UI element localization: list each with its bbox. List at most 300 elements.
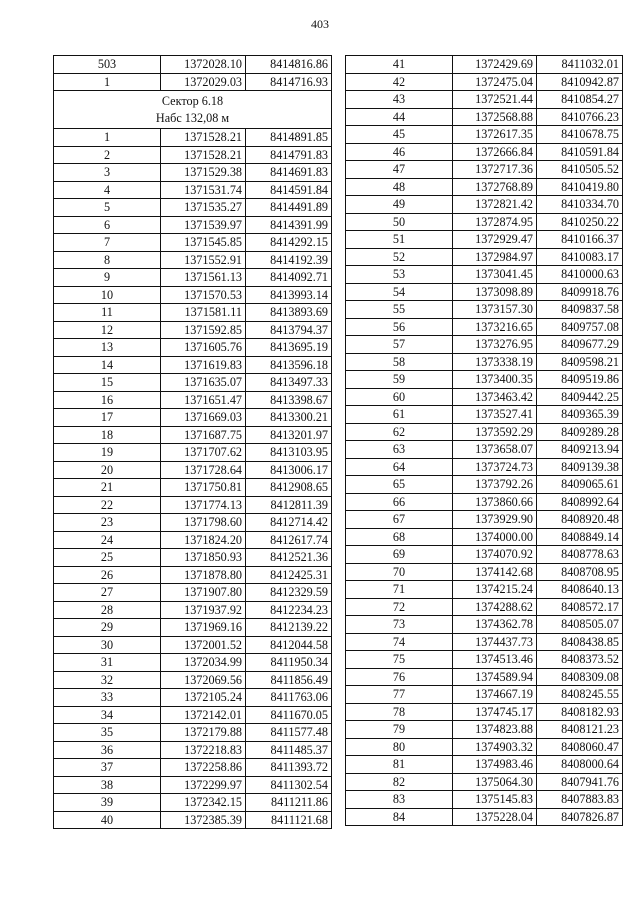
x-coordinate-cell: 1371651.47 bbox=[161, 391, 246, 409]
table-row bbox=[54, 286, 332, 304]
y-coordinate-cell: 8409139.38 bbox=[537, 458, 623, 476]
point-number-cell: 54 bbox=[346, 283, 453, 301]
point-number-cell: 65 bbox=[346, 476, 453, 494]
table-row bbox=[54, 164, 332, 182]
table-row bbox=[346, 476, 623, 494]
y-coordinate-cell: 8413300.21 bbox=[246, 409, 332, 427]
point-number-cell: 3 bbox=[54, 164, 161, 182]
point-number-cell: 14 bbox=[54, 356, 161, 374]
point-number-cell: 81 bbox=[346, 756, 453, 774]
x-coordinate-cell: 1371528.21 bbox=[161, 146, 246, 164]
x-coordinate-cell: 1371535.27 bbox=[161, 199, 246, 217]
point-number-cell: 46 bbox=[346, 143, 453, 161]
point-number-cell: 15 bbox=[54, 374, 161, 392]
sector-elevation: Набс 132,08 м bbox=[155, 110, 230, 125]
y-coordinate-cell: 8411302.54 bbox=[246, 776, 332, 794]
x-coordinate-cell: 1372617.35 bbox=[453, 126, 537, 144]
x-coordinate-cell: 1375064.30 bbox=[453, 773, 537, 791]
x-coordinate-cell: 1371907.80 bbox=[161, 584, 246, 602]
x-coordinate-cell: 1372069.56 bbox=[161, 671, 246, 689]
x-coordinate-cell: 1372429.69 bbox=[453, 56, 537, 74]
point-number-cell: 40 bbox=[54, 811, 161, 829]
table-row bbox=[54, 794, 332, 812]
point-number-cell: 23 bbox=[54, 514, 161, 532]
y-coordinate-cell: 8411950.34 bbox=[246, 654, 332, 672]
table-row bbox=[54, 56, 332, 74]
x-coordinate-cell: 1371529.38 bbox=[161, 164, 246, 182]
point-number-cell: 33 bbox=[54, 689, 161, 707]
y-coordinate-cell: 8408373.52 bbox=[537, 651, 623, 669]
point-number-cell: 8 bbox=[54, 251, 161, 269]
point-number-cell: 66 bbox=[346, 493, 453, 511]
x-coordinate-cell: 1371570.53 bbox=[161, 286, 246, 304]
y-coordinate-cell: 8413695.19 bbox=[246, 339, 332, 357]
x-coordinate-cell: 1373157.30 bbox=[453, 301, 537, 319]
table-row bbox=[54, 339, 332, 357]
y-coordinate-cell: 8414192.39 bbox=[246, 251, 332, 269]
point-number-cell: 19 bbox=[54, 444, 161, 462]
table-row bbox=[346, 266, 623, 284]
table-row bbox=[54, 216, 332, 234]
y-coordinate-cell: 8410678.75 bbox=[537, 126, 623, 144]
x-coordinate-cell: 1373792.26 bbox=[453, 476, 537, 494]
y-coordinate-cell: 8410942.87 bbox=[537, 73, 623, 91]
y-coordinate-cell: 8413893.69 bbox=[246, 304, 332, 322]
table-row bbox=[346, 371, 623, 389]
x-coordinate-cell: 1371531.74 bbox=[161, 181, 246, 199]
point-number-cell: 1 bbox=[54, 129, 161, 147]
y-coordinate-cell: 8408849.14 bbox=[537, 528, 623, 546]
table-row bbox=[54, 461, 332, 479]
x-coordinate-cell: 1371545.85 bbox=[161, 234, 246, 252]
x-coordinate-cell: 1372385.39 bbox=[161, 811, 246, 829]
x-coordinate-cell: 1374983.46 bbox=[453, 756, 537, 774]
point-number-cell: 55 bbox=[346, 301, 453, 319]
table-row bbox=[54, 73, 332, 91]
point-number-cell: 28 bbox=[54, 601, 161, 619]
y-coordinate-cell: 8410166.37 bbox=[537, 231, 623, 249]
x-coordinate-cell: 1372717.36 bbox=[453, 161, 537, 179]
table-row bbox=[346, 546, 623, 564]
y-coordinate-cell: 8411393.72 bbox=[246, 759, 332, 777]
table-row bbox=[54, 479, 332, 497]
y-coordinate-cell: 8411856.49 bbox=[246, 671, 332, 689]
y-coordinate-cell: 8410083.17 bbox=[537, 248, 623, 266]
point-number-cell: 21 bbox=[54, 479, 161, 497]
point-number-cell: 71 bbox=[346, 581, 453, 599]
y-coordinate-cell: 8410419.80 bbox=[537, 178, 623, 196]
point-number-cell: 70 bbox=[346, 563, 453, 581]
y-coordinate-cell: 8408000.64 bbox=[537, 756, 623, 774]
y-coordinate-cell: 8409065.61 bbox=[537, 476, 623, 494]
coordinates-table-right bbox=[345, 55, 623, 826]
point-number-cell: 80 bbox=[346, 738, 453, 756]
x-coordinate-cell: 1372821.42 bbox=[453, 196, 537, 214]
table-row bbox=[54, 759, 332, 777]
x-coordinate-cell: 1371592.85 bbox=[161, 321, 246, 339]
x-coordinate-cell: 1372179.88 bbox=[161, 724, 246, 742]
y-coordinate-cell: 8414791.83 bbox=[246, 146, 332, 164]
x-coordinate-cell: 1371561.13 bbox=[161, 269, 246, 287]
point-number-cell: 58 bbox=[346, 353, 453, 371]
y-coordinate-cell: 8408572.17 bbox=[537, 598, 623, 616]
point-number-cell: 37 bbox=[54, 759, 161, 777]
table-row bbox=[54, 811, 332, 829]
table-row bbox=[346, 441, 623, 459]
table-row bbox=[54, 251, 332, 269]
y-coordinate-cell: 8409213.94 bbox=[537, 441, 623, 459]
x-coordinate-cell: 1372874.95 bbox=[453, 213, 537, 231]
point-number-cell: 50 bbox=[346, 213, 453, 231]
y-coordinate-cell: 8412521.36 bbox=[246, 549, 332, 567]
point-number-cell: 30 bbox=[54, 636, 161, 654]
point-number-cell: 62 bbox=[346, 423, 453, 441]
y-coordinate-cell: 8414491.89 bbox=[246, 199, 332, 217]
y-coordinate-cell: 8414691.83 bbox=[246, 164, 332, 182]
x-coordinate-cell: 1372034.99 bbox=[161, 654, 246, 672]
point-number-cell: 12 bbox=[54, 321, 161, 339]
table-row bbox=[346, 511, 623, 529]
x-coordinate-cell: 1372258.86 bbox=[161, 759, 246, 777]
table-row bbox=[54, 129, 332, 147]
x-coordinate-cell: 1371798.60 bbox=[161, 514, 246, 532]
y-coordinate-cell: 8412139.22 bbox=[246, 619, 332, 637]
table-row bbox=[54, 619, 332, 637]
x-coordinate-cell: 1373338.19 bbox=[453, 353, 537, 371]
x-coordinate-cell: 1371878.80 bbox=[161, 566, 246, 584]
y-coordinate-cell: 8413006.17 bbox=[246, 461, 332, 479]
y-coordinate-cell: 8413993.14 bbox=[246, 286, 332, 304]
table-row bbox=[346, 616, 623, 634]
point-number-cell: 35 bbox=[54, 724, 161, 742]
table-row bbox=[346, 791, 623, 809]
y-coordinate-cell: 8414716.93 bbox=[246, 73, 332, 91]
x-coordinate-cell: 1372342.15 bbox=[161, 794, 246, 812]
x-coordinate-cell: 1371539.97 bbox=[161, 216, 246, 234]
table-row bbox=[54, 496, 332, 514]
y-coordinate-cell: 8410250.22 bbox=[537, 213, 623, 231]
x-coordinate-cell: 1374288.62 bbox=[453, 598, 537, 616]
coordinates-table-left bbox=[53, 55, 332, 829]
table-row bbox=[54, 776, 332, 794]
x-coordinate-cell: 1374362.78 bbox=[453, 616, 537, 634]
table-row bbox=[346, 283, 623, 301]
x-coordinate-cell: 1374070.92 bbox=[453, 546, 537, 564]
x-coordinate-cell: 1375228.04 bbox=[453, 808, 537, 826]
y-coordinate-cell: 8408182.93 bbox=[537, 703, 623, 721]
x-coordinate-cell: 1372299.97 bbox=[161, 776, 246, 794]
point-number-cell: 78 bbox=[346, 703, 453, 721]
table-row bbox=[346, 143, 623, 161]
table-row bbox=[346, 423, 623, 441]
y-coordinate-cell: 8411211.86 bbox=[246, 794, 332, 812]
y-coordinate-cell: 8410766.23 bbox=[537, 108, 623, 126]
x-coordinate-cell: 1372475.04 bbox=[453, 73, 537, 91]
x-coordinate-cell: 1374903.32 bbox=[453, 738, 537, 756]
table-row bbox=[54, 654, 332, 672]
y-coordinate-cell: 8414816.86 bbox=[246, 56, 332, 74]
table-row bbox=[346, 213, 623, 231]
table-row bbox=[54, 444, 332, 462]
x-coordinate-cell: 1371728.64 bbox=[161, 461, 246, 479]
point-number-cell: 503 bbox=[54, 56, 161, 74]
y-coordinate-cell: 8414391.99 bbox=[246, 216, 332, 234]
y-coordinate-cell: 8409757.08 bbox=[537, 318, 623, 336]
x-coordinate-cell: 1372105.24 bbox=[161, 689, 246, 707]
point-number-cell: 32 bbox=[54, 671, 161, 689]
table-row bbox=[54, 181, 332, 199]
x-coordinate-cell: 1374437.73 bbox=[453, 633, 537, 651]
y-coordinate-cell: 8409519.86 bbox=[537, 371, 623, 389]
y-coordinate-cell: 8413201.97 bbox=[246, 426, 332, 444]
y-coordinate-cell: 8408920.48 bbox=[537, 511, 623, 529]
point-number-cell: 2 bbox=[54, 146, 161, 164]
sector-header-cell bbox=[54, 91, 332, 129]
right-table-rows bbox=[346, 56, 623, 826]
table-row bbox=[54, 741, 332, 759]
x-coordinate-cell: 1374745.17 bbox=[453, 703, 537, 721]
y-coordinate-cell: 8409442.25 bbox=[537, 388, 623, 406]
y-coordinate-cell: 8408245.55 bbox=[537, 686, 623, 704]
point-number-cell: 22 bbox=[54, 496, 161, 514]
point-number-cell: 79 bbox=[346, 721, 453, 739]
x-coordinate-cell: 1373276.95 bbox=[453, 336, 537, 354]
point-number-cell: 34 bbox=[54, 706, 161, 724]
table-row bbox=[346, 773, 623, 791]
point-number-cell: 51 bbox=[346, 231, 453, 249]
point-number-cell: 64 bbox=[346, 458, 453, 476]
y-coordinate-cell: 8407883.83 bbox=[537, 791, 623, 809]
y-coordinate-cell: 8413103.95 bbox=[246, 444, 332, 462]
y-coordinate-cell: 8410000.63 bbox=[537, 266, 623, 284]
point-number-cell: 69 bbox=[346, 546, 453, 564]
y-coordinate-cell: 8411670.05 bbox=[246, 706, 332, 724]
x-coordinate-cell: 1373463.42 bbox=[453, 388, 537, 406]
y-coordinate-cell: 8412329.59 bbox=[246, 584, 332, 602]
point-number-cell: 6 bbox=[54, 216, 161, 234]
point-number-cell: 63 bbox=[346, 441, 453, 459]
point-number-cell: 83 bbox=[346, 791, 453, 809]
point-number-cell: 77 bbox=[346, 686, 453, 704]
table-row bbox=[346, 703, 623, 721]
point-number-cell: 31 bbox=[54, 654, 161, 672]
x-coordinate-cell: 1374142.68 bbox=[453, 563, 537, 581]
table-row bbox=[54, 234, 332, 252]
x-coordinate-cell: 1371850.93 bbox=[161, 549, 246, 567]
point-number-cell: 18 bbox=[54, 426, 161, 444]
x-coordinate-cell: 1372142.01 bbox=[161, 706, 246, 724]
y-coordinate-cell: 8414591.84 bbox=[246, 181, 332, 199]
table-row bbox=[54, 199, 332, 217]
sector-header-row bbox=[54, 91, 332, 129]
table-row bbox=[346, 406, 623, 424]
table-row bbox=[54, 374, 332, 392]
table-row bbox=[346, 353, 623, 371]
table-row bbox=[346, 161, 623, 179]
x-coordinate-cell: 1373216.65 bbox=[453, 318, 537, 336]
table-row bbox=[54, 391, 332, 409]
y-coordinate-cell: 8410854.27 bbox=[537, 91, 623, 109]
point-number-cell: 74 bbox=[346, 633, 453, 651]
x-coordinate-cell: 1372984.97 bbox=[453, 248, 537, 266]
y-coordinate-cell: 8413794.37 bbox=[246, 321, 332, 339]
table-row bbox=[54, 706, 332, 724]
point-number-cell: 16 bbox=[54, 391, 161, 409]
table-row bbox=[346, 528, 623, 546]
x-coordinate-cell: 1373929.90 bbox=[453, 511, 537, 529]
point-number-cell: 38 bbox=[54, 776, 161, 794]
table-row bbox=[346, 56, 623, 74]
y-coordinate-cell: 8413497.33 bbox=[246, 374, 332, 392]
table-row bbox=[346, 808, 623, 826]
y-coordinate-cell: 8411577.48 bbox=[246, 724, 332, 742]
x-coordinate-cell: 1371774.13 bbox=[161, 496, 246, 514]
point-number-cell: 68 bbox=[346, 528, 453, 546]
table-row bbox=[54, 531, 332, 549]
table-row bbox=[346, 196, 623, 214]
point-number-cell: 57 bbox=[346, 336, 453, 354]
y-coordinate-cell: 8408778.63 bbox=[537, 546, 623, 564]
x-coordinate-cell: 1371750.81 bbox=[161, 479, 246, 497]
y-coordinate-cell: 8409837.58 bbox=[537, 301, 623, 319]
point-number-cell: 61 bbox=[346, 406, 453, 424]
x-coordinate-cell: 1372521.44 bbox=[453, 91, 537, 109]
table-row bbox=[54, 514, 332, 532]
y-coordinate-cell: 8407826.87 bbox=[537, 808, 623, 826]
y-coordinate-cell: 8408060.47 bbox=[537, 738, 623, 756]
point-number-cell: 82 bbox=[346, 773, 453, 791]
y-coordinate-cell: 8414092.71 bbox=[246, 269, 332, 287]
x-coordinate-cell: 1372028.10 bbox=[161, 56, 246, 74]
x-coordinate-cell: 1374215.24 bbox=[453, 581, 537, 599]
table-row bbox=[54, 426, 332, 444]
table-row bbox=[346, 721, 623, 739]
table-row bbox=[346, 651, 623, 669]
point-number-cell: 45 bbox=[346, 126, 453, 144]
table-row bbox=[346, 581, 623, 599]
point-number-cell: 25 bbox=[54, 549, 161, 567]
table-row bbox=[346, 563, 623, 581]
y-coordinate-cell: 8410334.70 bbox=[537, 196, 623, 214]
x-coordinate-cell: 1374823.88 bbox=[453, 721, 537, 739]
table-row bbox=[346, 633, 623, 651]
point-number-cell: 59 bbox=[346, 371, 453, 389]
x-coordinate-cell: 1371687.75 bbox=[161, 426, 246, 444]
y-coordinate-cell: 8412714.42 bbox=[246, 514, 332, 532]
point-number-cell: 48 bbox=[346, 178, 453, 196]
y-coordinate-cell: 8407941.76 bbox=[537, 773, 623, 791]
sector-header bbox=[54, 91, 332, 129]
table-row bbox=[346, 493, 623, 511]
table-row bbox=[346, 178, 623, 196]
y-coordinate-cell: 8412425.31 bbox=[246, 566, 332, 584]
point-number-cell: 27 bbox=[54, 584, 161, 602]
point-number-cell: 42 bbox=[346, 73, 453, 91]
y-coordinate-cell: 8413398.67 bbox=[246, 391, 332, 409]
point-number-cell: 47 bbox=[346, 161, 453, 179]
x-coordinate-cell: 1371581.11 bbox=[161, 304, 246, 322]
table-row bbox=[54, 601, 332, 619]
point-number-cell: 13 bbox=[54, 339, 161, 357]
point-number-cell: 41 bbox=[346, 56, 453, 74]
x-coordinate-cell: 1373724.73 bbox=[453, 458, 537, 476]
table-row bbox=[54, 409, 332, 427]
point-number-cell: 17 bbox=[54, 409, 161, 427]
y-coordinate-cell: 8412908.65 bbox=[246, 479, 332, 497]
table-row bbox=[54, 636, 332, 654]
table-row bbox=[54, 304, 332, 322]
point-number-cell: 29 bbox=[54, 619, 161, 637]
y-coordinate-cell: 8411763.06 bbox=[246, 689, 332, 707]
x-coordinate-cell: 1371635.07 bbox=[161, 374, 246, 392]
table-row bbox=[54, 321, 332, 339]
y-coordinate-cell: 8411485.37 bbox=[246, 741, 332, 759]
x-coordinate-cell: 1372001.52 bbox=[161, 636, 246, 654]
point-number-cell: 60 bbox=[346, 388, 453, 406]
table-row bbox=[346, 73, 623, 91]
x-coordinate-cell: 1374000.00 bbox=[453, 528, 537, 546]
y-coordinate-cell: 8408992.64 bbox=[537, 493, 623, 511]
x-coordinate-cell: 1373041.45 bbox=[453, 266, 537, 284]
point-number-cell: 49 bbox=[346, 196, 453, 214]
y-coordinate-cell: 8409365.39 bbox=[537, 406, 623, 424]
table-row bbox=[54, 671, 332, 689]
x-coordinate-cell: 1371969.16 bbox=[161, 619, 246, 637]
table-row bbox=[346, 126, 623, 144]
y-coordinate-cell: 8409598.21 bbox=[537, 353, 623, 371]
point-number-cell: 53 bbox=[346, 266, 453, 284]
table-row bbox=[54, 549, 332, 567]
y-coordinate-cell: 8408309.08 bbox=[537, 668, 623, 686]
point-number-cell: 11 bbox=[54, 304, 161, 322]
point-number-cell: 9 bbox=[54, 269, 161, 287]
table-row bbox=[346, 318, 623, 336]
y-coordinate-cell: 8408708.95 bbox=[537, 563, 623, 581]
point-number-cell: 10 bbox=[54, 286, 161, 304]
table-row bbox=[54, 584, 332, 602]
table-row bbox=[54, 146, 332, 164]
left-table-rows bbox=[54, 129, 332, 829]
x-coordinate-cell: 1372666.84 bbox=[453, 143, 537, 161]
table-row bbox=[54, 689, 332, 707]
y-coordinate-cell: 8411032.01 bbox=[537, 56, 623, 74]
point-number-cell: 4 bbox=[54, 181, 161, 199]
y-coordinate-cell: 8408121.23 bbox=[537, 721, 623, 739]
table-row bbox=[346, 231, 623, 249]
x-coordinate-cell: 1373592.29 bbox=[453, 423, 537, 441]
x-coordinate-cell: 1371707.62 bbox=[161, 444, 246, 462]
x-coordinate-cell: 1373098.89 bbox=[453, 283, 537, 301]
table-row bbox=[54, 269, 332, 287]
point-number-cell: 26 bbox=[54, 566, 161, 584]
table-row bbox=[346, 738, 623, 756]
x-coordinate-cell: 1374667.19 bbox=[453, 686, 537, 704]
y-coordinate-cell: 8414292.15 bbox=[246, 234, 332, 252]
y-coordinate-cell: 8410505.52 bbox=[537, 161, 623, 179]
y-coordinate-cell: 8412617.74 bbox=[246, 531, 332, 549]
y-coordinate-cell: 8412044.58 bbox=[246, 636, 332, 654]
point-number-cell: 1 bbox=[54, 73, 161, 91]
point-number-cell: 84 bbox=[346, 808, 453, 826]
point-number-cell: 67 bbox=[346, 511, 453, 529]
table-row bbox=[346, 108, 623, 126]
y-coordinate-cell: 8409289.28 bbox=[537, 423, 623, 441]
table-row bbox=[346, 458, 623, 476]
page-number: 403 bbox=[311, 17, 329, 31]
point-number-cell: 75 bbox=[346, 651, 453, 669]
table-row bbox=[54, 356, 332, 374]
table-row bbox=[346, 388, 623, 406]
